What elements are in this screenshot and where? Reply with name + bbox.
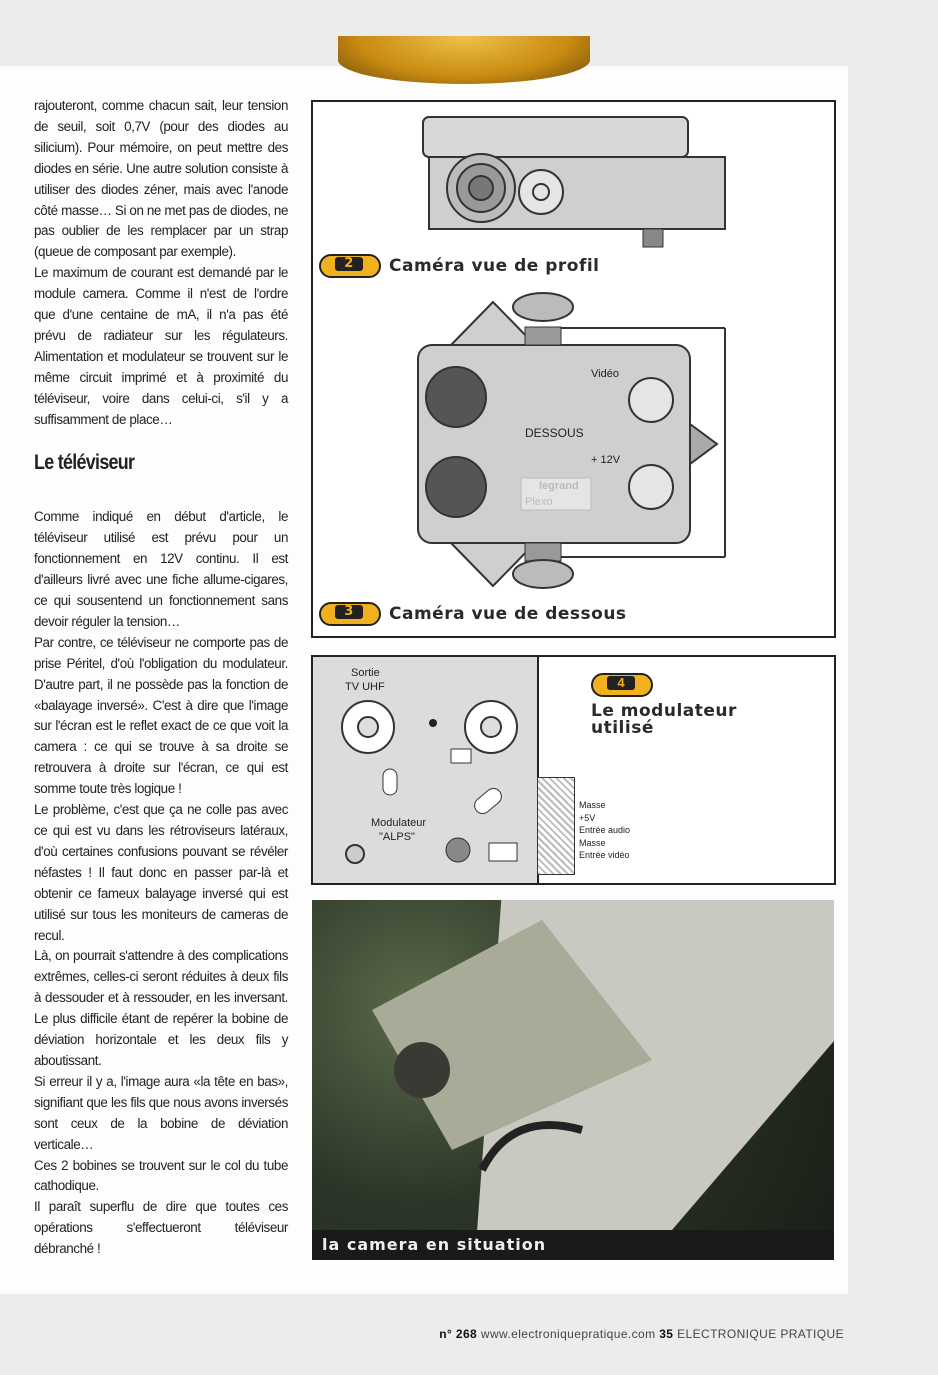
paragraph: Si erreur il y a, l'image aura «la tête en bas», signifiant que les fils que nous avons inversés sont ceux de la bobine de déviation verticale… [34,1073,288,1152]
camera-photo [312,900,834,1260]
article-column [34,96,288,1260]
section-heading: Le téléviseur [34,450,135,474]
header-tab-decoration [338,36,590,84]
paragraph-group-2 [34,507,288,1260]
pin-label: Masse [579,800,606,810]
paragraph: Le maximum de courant est demandé par le module camera. Comme il n'est de l'ordre que d'une centaine de mA, il n'a pas été prévu de radiateur sur les régulateurs. Alimentation et modulateur se trouvent sur le même circuit imprimé et à proximité du téléviseur, voire dans celui-ci, s'il y a suffisamment de place… [34,265,288,427]
paragraph: Comme indiqué en début d'article, le téléviseur utilisé est prévu pour un fonctionnement en 12V continu. Il est d'ailleurs livré avec une fiche allume-cigares, ce qui sousentend un fonctionnement sans devoir réguler la tension… [34,509,288,629]
brand-legrand: legrand [539,480,579,492]
paragraph: Par contre, ce téléviseur ne comporte pas de prise Péritel, d'où l'obligation du modulateur. D'autre part, il ne possède pas la fonction de «balayage inversé». C'est à dire que l'image sur l'écran est le reflet exact de ce que voit la camera : ce qui se trouve à sa droite se retrouvera à droite sur l'écran, ce qui est somme toute très logique ! [34,634,288,797]
paragraph: Là, on pourrait s'attendre à des complications extrêmes, celles-ci seront réduites à deux fils à dessouder et à ressouder, en les inversant. Le plus difficile étant de repérer la bobine de déviation horizontale et les deux fils y aboutissant. [34,948,288,1068]
pin-header [537,777,575,875]
paragraph: Il paraît superflu de dire que toutes ces opérations s'effectueront téléviseur débranché ! [34,1199,288,1257]
figure-modulator-box [311,655,836,885]
figure-4-caption [591,673,737,737]
paragraph: Le problème, c'est que ça ne colle pas avec ce qui est vu dans les rétroviseurs latéraux, d'où certaines confusions pouvant se révéler néfastes ! Il faut donc en passer par-là et obtenir ce fameux balayage inversé qui est utilisé sur tous les moniteurs de cameras de recul. [34,802,288,943]
figure-3-number-badge: 3 [319,602,381,626]
camera-profile-drawing [423,117,725,247]
pin-labels [579,799,630,862]
footer-url: www.electroniquepratique.com [480,1327,656,1341]
photo-caption: la camera en situation [312,1230,834,1260]
figure-3-caption [319,602,627,626]
paragraph: rajouteront, comme chacun sait, leur tension de seuil, soit 0,7V (pour des diodes au silicium). Pour mémoire, on peut mettre des diodes en série. Une autre solution consiste à utiliser des diodes zéner, mais avec l'anode côté masse… Si on ne met pas de diodes, ne pas oublier de les remplacer par un strap (queue de composant par exemple). [34,98,288,260]
label-video: Vidéo [591,368,619,380]
photo-illustration [312,900,834,1260]
modulator-drawing [313,657,539,883]
camera-drawings [313,102,834,636]
pin-label: Entrée audio [579,825,631,835]
label-tv-uhf: TV UHF [345,681,385,693]
figure-2-caption [319,254,600,278]
label-12v: + 12V [591,454,621,466]
camera-underside-drawing [418,293,725,588]
pin-label: Masse [579,837,606,848]
paragraph-group-1 [34,96,288,431]
figure-4-number-badge: 4 [591,673,653,697]
figure-camera-box [311,100,836,638]
label-sortie: Sortie [351,667,380,679]
footer-issue: n° 268 [439,1327,478,1341]
page-footer [439,1327,844,1341]
pin-label: +5V [579,812,596,823]
pin-label: Entrée vidéo [579,850,630,860]
figure-4-title: Le modulateur utilisé [591,701,737,738]
label-modulateur: Modulateur [371,817,427,829]
footer-magazine: ELECTRONIQUE PRATIQUE [677,1327,844,1341]
figure-2-title: Caméra vue de profil [389,256,600,276]
brand-plexo: Plexo [525,496,553,508]
label-alps: "ALPS" [379,831,415,843]
label-dessous: DESSOUS [525,426,584,440]
figure-2-number-badge: 2 [319,254,381,278]
footer-page-number: 35 [659,1327,674,1341]
paragraph: Ces 2 bobines se trouvent sur le col du tube cathodique. [34,1157,288,1194]
figure-3-title: Caméra vue de dessous [389,604,627,624]
